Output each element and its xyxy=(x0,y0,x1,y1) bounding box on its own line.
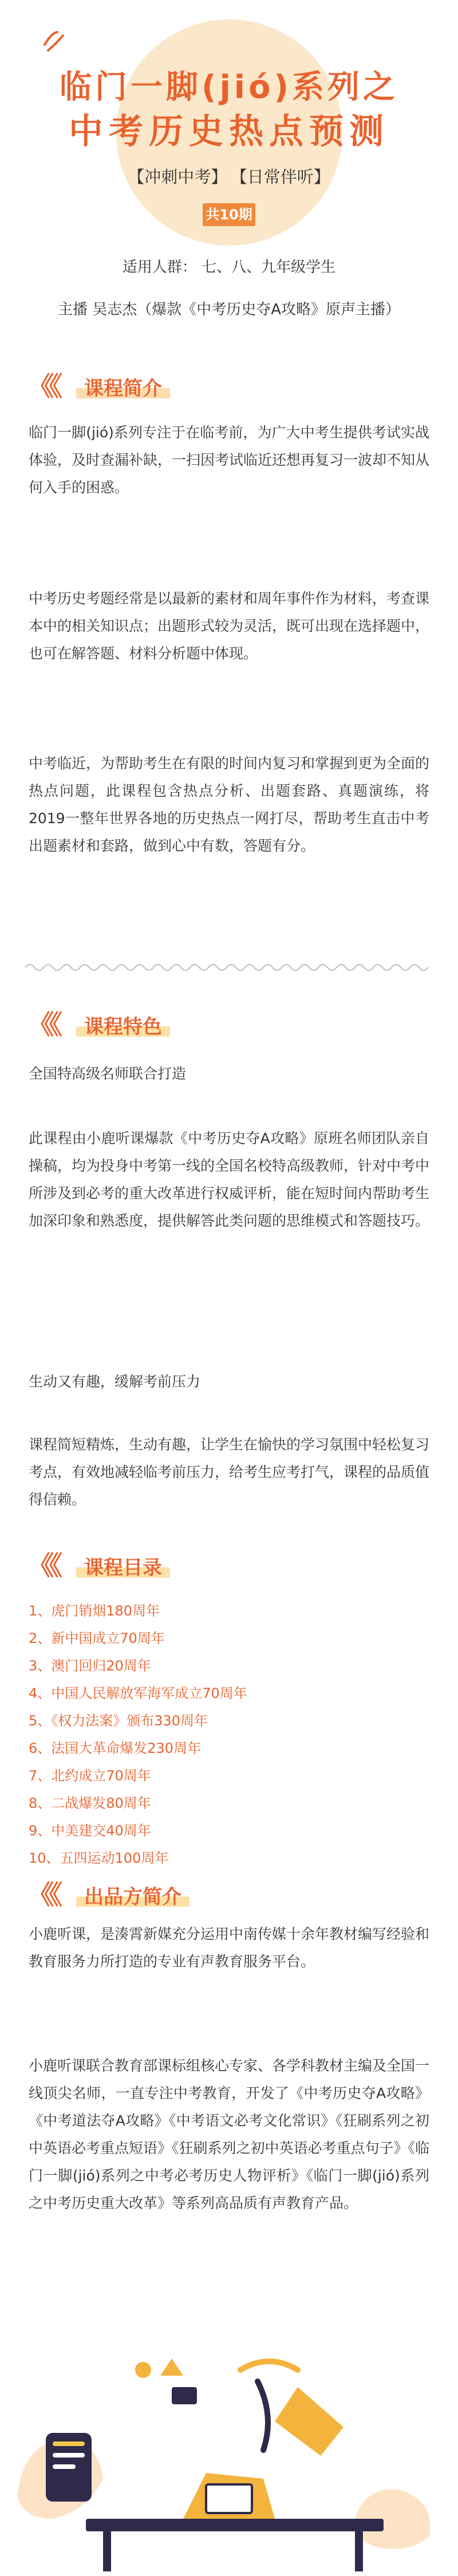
producer-paragraph-2: 小鹿听课联合教育部课标组核心专家、各学科教材主编及全国一线顶尖名师，一直专注中考教育，开发了《中考历史夺A攻略》《中考道法夺A攻略》《中考语文必考文化常识》《狂刷系列之初中英语必考重点短语》《狂刷系列之初中英语必考重点句子》《临门一脚(jió)系列之中考必考历史人物评析》《临门一脚(jió)系列之中考历史重大改革》等系列高品质有声教育产品。 xyxy=(29,2057,430,2211)
double-chevron-icon: 《《 xyxy=(27,371,58,402)
catalog-item: 9、中美建交40周年 xyxy=(29,1823,151,1839)
intro-heading-text: 课程简介 xyxy=(78,373,168,401)
catalog-item: 4、中国人民解放军海军成立70周年 xyxy=(29,1685,247,1701)
catalog-item: 1、虎门销烟180周年 xyxy=(29,1603,160,1619)
double-chevron-icon: 《《 xyxy=(27,1879,58,1910)
wave-divider xyxy=(25,962,432,973)
intro-paragraph-1: 临门一脚(jió)系列专注于在临考前，为广大中考生提供考试实战体验，及时查漏补缺，一扫因考试临近还想再复习一波却不知从何入手的困惑。 xyxy=(29,424,430,496)
producer-heading-text: 出品方简介 xyxy=(78,1881,187,1909)
catalog-item: 8、二战爆发80周年 xyxy=(29,1795,151,1811)
title-line-2: 中考历史热点预测 xyxy=(69,112,389,152)
double-chevron-icon: 《《 xyxy=(27,1550,58,1581)
producer-heading xyxy=(27,1878,187,1912)
audience-text: 适用人群： 七、八、九年级学生 xyxy=(122,259,336,276)
catalog-list xyxy=(29,1597,247,1872)
double-chevron-icon: 《《 xyxy=(27,1009,58,1040)
feature-point-2-text: 课程简短精炼，生动有趣，让学生在愉快的学习氛围中轻松复习考点，有效地减轻临考前压力，给考生应考打气，课程的品质值得信赖。 xyxy=(29,1436,430,1508)
tag-daily: 【日常伴听】 xyxy=(239,167,330,187)
title-line-1: 临门一脚(jió)系列之 xyxy=(59,69,399,106)
catalog-item: 5、《权力法案》颁布330周年 xyxy=(29,1713,208,1729)
host-text: 主播 吴志杰（爆款《中考历史夺A攻略》原声主播） xyxy=(57,301,401,318)
episodes-badge: 共10期 xyxy=(203,203,255,226)
catalog-item: 3、澳门回归20周年 xyxy=(29,1658,151,1674)
feature-point-1-title: 全国特高级名师联合打造 xyxy=(29,1065,187,1082)
catalog-item: 2、新中国成立70周年 xyxy=(29,1630,165,1646)
hand-drawn-sparkle-icon xyxy=(40,27,74,62)
feature-point-1-text: 此课程由小鹿听课爆款《中考历史夺A攻略》原班名师团队亲自操稿，均为投身中考第一线的全国名校特高级教师，针对中考中所涉及到必考的重大改革进行权威评析，能在短时间内帮助考生加深印象和熟悉度，提供解答此类问题的思维模式和答题技巧。 xyxy=(29,1130,430,1229)
catalog-item: 6、法国大革命爆发230周年 xyxy=(29,1740,202,1756)
catalog-heading-text: 课程目录 xyxy=(78,1552,168,1580)
catalog-item: 10、五四运动100周年 xyxy=(29,1850,169,1866)
feature-point-2-title: 生动又有趣，缓解考前压力 xyxy=(29,1373,201,1390)
intro-paragraph-2: 中考历史考题经常是以最新的素材和周年事件作为材料，考查课本中的相关知识点；出题形式较为灵活，既可出现在选择题中，也可在解答题、材料分析题中体现。 xyxy=(29,590,430,662)
catalog-heading xyxy=(27,1548,168,1583)
tagline xyxy=(0,164,458,188)
tag-sprint: 【冲刺中考】 xyxy=(128,167,228,187)
study-illustration xyxy=(0,2347,458,2576)
catalog-item: 7、北约成立70周年 xyxy=(29,1768,151,1784)
producer-paragraph-1: 小鹿听课，是湊霄新媒充分运用中南传媒十余年教材编写经验和教育服务力所打造的专业有声教育服务平台。 xyxy=(29,1926,430,1970)
intro-paragraph-3: 中考临近，为帮助考生在有限的时间内复习和掌握到更为全面的热点问题，此课程包含热点分析、出题套路、真题演练，将2019一整年世界各地的历史热点一网打尽，帮助考生直击中考出题素材和套路，做到心中有数，答题有分。 xyxy=(29,755,430,854)
features-heading xyxy=(27,1008,168,1042)
header-banner xyxy=(0,0,458,321)
features-heading-text: 课程特色 xyxy=(78,1011,168,1039)
intro-heading xyxy=(27,369,168,404)
